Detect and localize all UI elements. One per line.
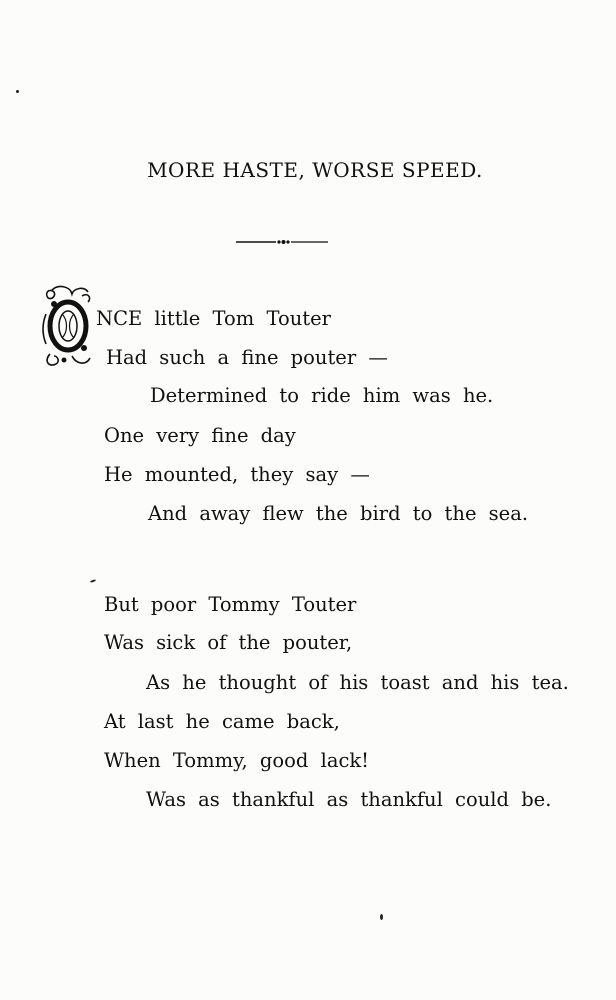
poem-line: One very fine day: [104, 424, 296, 447]
poem-line: And away flew the bird to the sea.: [148, 502, 529, 525]
print-speck: [16, 90, 19, 93]
ornamental-drop-cap-icon: [42, 284, 94, 368]
poem-line: He mounted, they say —: [104, 463, 370, 486]
poem-line: Was as thankful as thankful could be.: [146, 788, 552, 811]
print-speck: [380, 914, 383, 920]
poem-line: At last he came back,: [104, 710, 340, 733]
poem-line: But poor Tommy Touter: [104, 593, 357, 616]
divider-ornament: [236, 234, 328, 248]
poem-line: When Tommy, good lack!: [104, 749, 370, 772]
poem-title: MORE HASTE, WORSE SPEED.: [147, 158, 483, 182]
poem-line: NCE little Tom Touter: [96, 307, 331, 330]
print-speck: [90, 579, 96, 583]
drop-cap-letter: O: [60, 317, 76, 338]
poem-line: Had such a fine pouter —: [106, 346, 388, 369]
poem-line: Was sick of the pouter,: [104, 631, 353, 654]
poem-line: Determined to ride him was he.: [150, 384, 494, 407]
poem-line: As he thought of his toast and his tea.: [146, 671, 569, 694]
